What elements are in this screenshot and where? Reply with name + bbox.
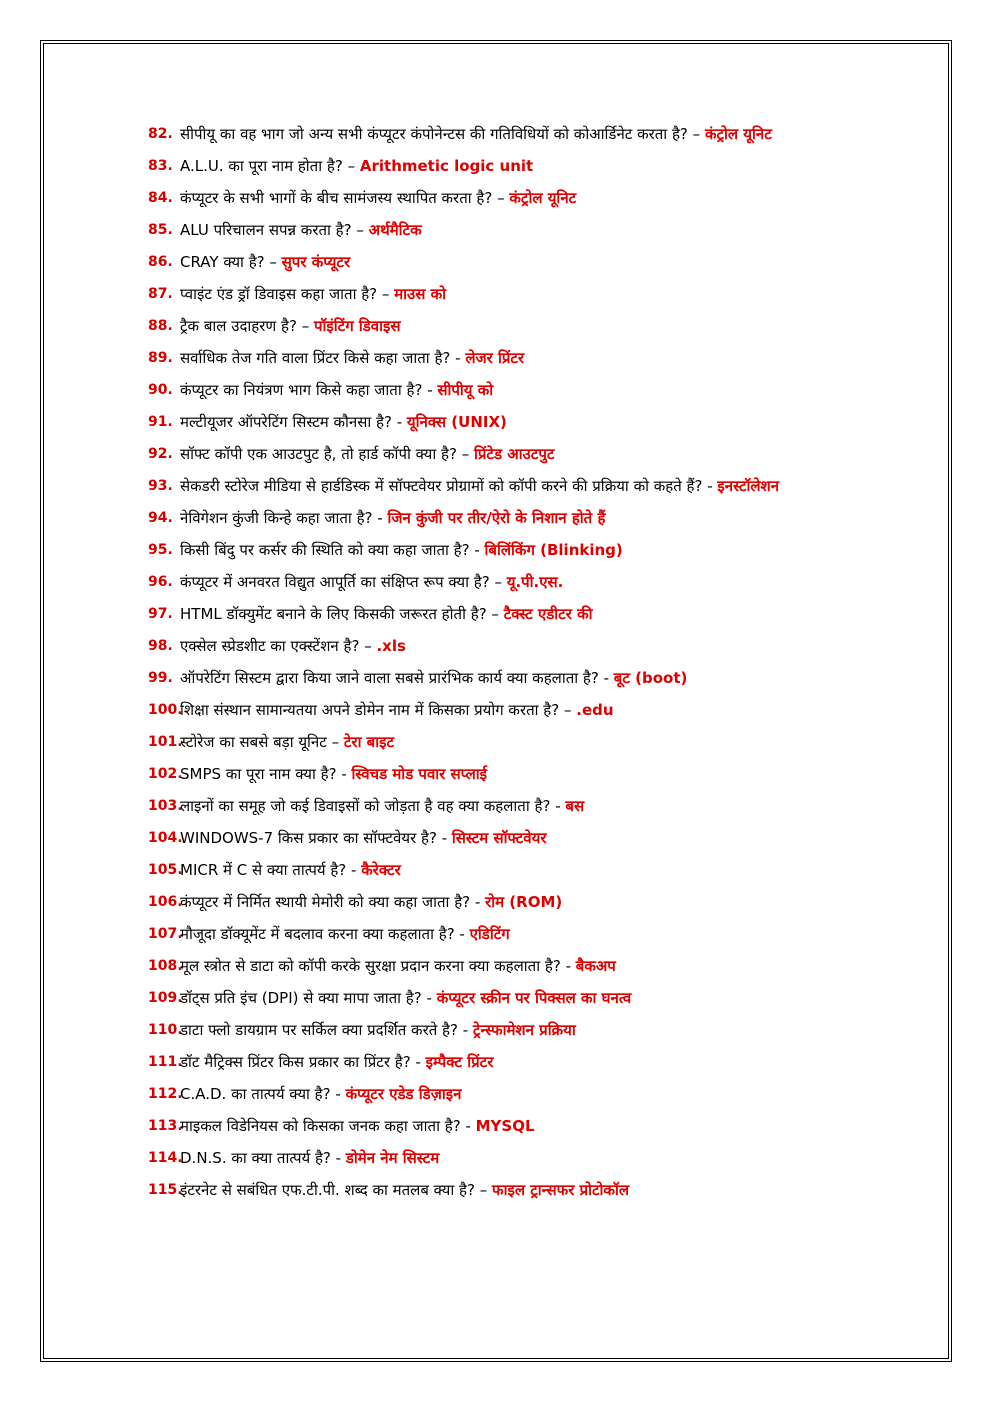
question-text: डाटा फ्लो डायग्राम पर सर्किल क्या प्रदर्शित करते है?: [180, 1021, 458, 1039]
list-item: [148, 182, 888, 214]
item-text: [180, 982, 888, 1014]
item-text: [180, 662, 888, 694]
item-number: 101.: [148, 734, 183, 750]
item-text: [180, 374, 888, 406]
answer-text: .xls: [376, 637, 406, 655]
item-text: [180, 534, 888, 566]
separator: -: [598, 669, 614, 687]
answer-text: बिलिंकिंग (Blinking): [484, 541, 623, 559]
list-item: [148, 694, 888, 726]
list-item: [148, 630, 888, 662]
question-text: सेकडरी स्टोरेज मीडिया से हार्डडिस्क में सॉफ्टवेयर प्रोग्रामों को कॉपी करने की प्रक्रिया को कहते हैं?: [180, 477, 703, 495]
answer-text: इनस्टॉलेशन: [717, 477, 780, 495]
list-item: [148, 246, 888, 278]
list-item: [148, 342, 888, 374]
item-text: [180, 1078, 888, 1110]
item-text: [180, 1174, 888, 1206]
list-item: [148, 534, 888, 566]
answer-text: अर्थमैटिक: [368, 221, 422, 239]
answer-text: जिन कुंजी पर तीर/ऐरो के निशान होते हैं: [387, 509, 606, 527]
item-text: [180, 918, 888, 950]
item-text: [180, 470, 888, 502]
question-text: लाइनों का समूह जो कई डिवाइसों को जोड़ता है वह क्या कहलाता है?: [180, 797, 551, 815]
separator: -: [450, 349, 466, 367]
item-number: 104.: [148, 830, 183, 846]
separator: –: [264, 253, 282, 271]
question-text: कंप्यूटर के सभी भागों के बीच सामंजस्य स्थापित करता है?: [180, 189, 493, 207]
item-number: 83.: [148, 158, 173, 174]
question-text: WINDOWS-7 किस प्रकार का सॉफ्टवेयर है?: [180, 829, 437, 847]
separator: -: [330, 1085, 346, 1103]
separator: –: [342, 157, 360, 175]
item-text: [180, 438, 888, 470]
question-text: MICR में C से क्या तात्पर्य है?: [180, 861, 347, 879]
question-text: डॉट मैट्रिक्स प्रिंटर किस प्रकार का प्रिंटर है?: [180, 1053, 411, 1071]
list-item: [148, 950, 888, 982]
item-number: 91.: [148, 414, 173, 430]
separator: -: [460, 1117, 476, 1135]
question-text: नेविगेशन कुंजी किन्हे कहा जाता है?: [180, 509, 373, 527]
list-item: [148, 854, 888, 886]
question-text: कंप्यूटर में अनवरत विद्युत आपूर्ति का संक्षिप्त रूप क्या है?: [180, 573, 490, 591]
list-item: [148, 982, 888, 1014]
separator: -: [457, 1021, 473, 1039]
item-number: 99.: [148, 670, 173, 686]
answer-text: कंट्रोल यूनिट: [704, 125, 772, 143]
item-number: 90.: [148, 382, 173, 398]
item-number: 82.: [148, 126, 173, 142]
question-text: D.N.S. का क्या तात्पर्य है?: [180, 1149, 331, 1167]
item-number: 86.: [148, 254, 173, 270]
list-item: [148, 886, 888, 918]
list-item: [148, 374, 888, 406]
item-number: 98.: [148, 638, 173, 654]
list-item: [148, 566, 888, 598]
item-number: 113.: [148, 1118, 183, 1134]
list-item: [148, 918, 888, 950]
item-text: [180, 758, 888, 790]
separator: -: [391, 413, 407, 431]
list-item: [148, 470, 888, 502]
separator: –: [351, 221, 369, 239]
item-text: [180, 822, 888, 854]
item-text: [180, 694, 888, 726]
list-item: [148, 726, 888, 758]
separator: -: [422, 381, 438, 399]
list-item: [148, 790, 888, 822]
item-text: [180, 406, 888, 438]
question-text: ट्रैक बाल उदाहरण है?: [180, 317, 297, 335]
question-text: SMPS का पूरा नाम क्या है?: [180, 765, 337, 783]
item-text: [180, 1142, 888, 1174]
list-item: [148, 278, 888, 310]
item-text: [180, 502, 888, 534]
question-text: ऑपरेटिंग सिस्टम द्वारा किया जाने वाला सबसे प्रारंभिक कार्य क्या कहलाता है?: [180, 669, 599, 687]
separator: –: [486, 605, 504, 623]
item-number: 105.: [148, 862, 183, 878]
item-text: [180, 342, 888, 374]
item-text: [180, 886, 888, 918]
question-text: सॉफ्ट कॉपी एक आउटपुट है, तो हार्ड कॉपी क्या है?: [180, 445, 457, 463]
list-item: [148, 118, 888, 150]
separator: -: [560, 957, 576, 975]
answer-text: यू.पी.एस.: [506, 573, 564, 591]
list-item: [148, 1110, 888, 1142]
item-text: [180, 950, 888, 982]
item-number: 89.: [148, 350, 173, 366]
item-number: 84.: [148, 190, 173, 206]
answer-text: इम्पैक्ट प्रिंटर: [425, 1053, 494, 1071]
answer-text: कंप्यूटर एडेड डिज़ाइन: [345, 1085, 462, 1103]
item-number: 112.: [148, 1086, 183, 1102]
question-text: HTML डॉक्युमेंट बनाने के लिए किसकी जरूरत होती है?: [180, 605, 487, 623]
item-text: [180, 118, 888, 150]
separator: -: [336, 765, 352, 783]
question-text: मूल स्त्रोत से डाटा को कॉपी करके सुरक्षा प्रदान करना क्या कहलाता है?: [180, 957, 561, 975]
separator: -: [550, 797, 566, 815]
answer-text: MYSQL: [475, 1117, 535, 1135]
answer-text: Arithmetic logic unit: [359, 157, 534, 175]
item-number: 92.: [148, 446, 173, 462]
item-text: [180, 310, 888, 342]
answer-text: सीपीयू को: [437, 381, 494, 399]
answer-text: रोम (ROM): [485, 893, 563, 911]
question-text: प्वाइंट एंड ड्रॉ डिवाइस कहा जाता है?: [180, 285, 378, 303]
list-item: [148, 1046, 888, 1078]
answer-text: कैरेक्टर: [361, 861, 401, 879]
answer-text: कंप्यूटर स्क्रीन पर पिक्सल का घनत्व: [436, 989, 632, 1007]
separator: -: [469, 541, 485, 559]
list-item: [148, 502, 888, 534]
item-text: [180, 150, 888, 182]
list-item: [148, 150, 888, 182]
item-text: [180, 790, 888, 822]
answer-text: कंट्रोल यूनिट: [509, 189, 577, 207]
answer-text: टेरा बाइट: [343, 733, 395, 751]
item-text: [180, 598, 888, 630]
list-item: [148, 438, 888, 470]
item-number: 111.: [148, 1054, 183, 1070]
question-text: कंप्यूटर में निर्मित स्थायी मेमोरी को क्या कहा जाता है?: [180, 893, 471, 911]
item-number: 115.: [148, 1182, 183, 1198]
question-text: ALU परिचालन सपन्न करता है?: [180, 221, 352, 239]
separator: -: [421, 989, 437, 1007]
answer-text: एडिटिंग: [469, 925, 510, 943]
question-text: एक्सेल स्प्रेडशीट का एक्स्टेंशन है?: [180, 637, 360, 655]
question-text: इंटरनेट से सबंधित एफ.टी.पी. शब्द का मतलब क्या है?: [180, 1181, 475, 1199]
list-item: [148, 406, 888, 438]
separator: -: [346, 861, 362, 879]
question-text: A.L.U. का पूरा नाम होता है?: [180, 157, 343, 175]
list-item: [148, 1174, 888, 1206]
answer-text: यूनिक्स (UNIX): [406, 413, 507, 431]
list-item: [148, 1014, 888, 1046]
item-text: [180, 1110, 888, 1142]
list-item: [148, 1142, 888, 1174]
item-number: 94.: [148, 510, 173, 526]
answer-text: लेजर प्रिंटर: [465, 349, 525, 367]
item-text: [180, 246, 888, 278]
list-item: [148, 310, 888, 342]
separator: -: [372, 509, 388, 527]
separator: –: [326, 733, 344, 751]
question-text: CRAY क्या है?: [180, 253, 265, 271]
item-text: [180, 278, 888, 310]
answer-text: ट्रेन्स्फामेशन प्रक्रिया: [472, 1021, 576, 1039]
list-item: [148, 598, 888, 630]
separator: –: [296, 317, 314, 335]
separator: -: [436, 829, 452, 847]
item-number: 97.: [148, 606, 173, 622]
separator: –: [559, 701, 577, 719]
separator: -: [470, 893, 486, 911]
separator: –: [687, 125, 705, 143]
item-text: [180, 726, 888, 758]
item-number: 109.: [148, 990, 183, 1006]
item-number: 110.: [148, 1022, 183, 1038]
question-text: मौजूदा डॉक्यूमेंट में बदलाव करना क्या कहलाता है?: [180, 925, 455, 943]
item-text: [180, 854, 888, 886]
item-number: 88.: [148, 318, 173, 334]
separator: –: [492, 189, 510, 207]
answer-text: सुपर कंप्यूटर: [281, 253, 351, 271]
item-number: 103.: [148, 798, 183, 814]
list-item: [148, 662, 888, 694]
question-text: सीपीयू का वह भाग जो अन्य सभी कंप्यूटर कंपोनेन्टस की गतिविधियों को कोआर्डिनेट करता है?: [180, 125, 688, 143]
item-text: [180, 182, 888, 214]
list-item: [148, 1078, 888, 1110]
item-number: 102.: [148, 766, 183, 782]
question-text: C.A.D. का तात्पर्य क्या है?: [180, 1085, 331, 1103]
answer-text: बूट (boot): [613, 669, 688, 687]
question-text: शिक्षा संस्थान सामान्यतया अपने डोमेन नाम में किसका प्रयोग करता है?: [180, 701, 560, 719]
item-text: [180, 1014, 888, 1046]
answer-text: माउस को: [394, 285, 447, 303]
separator: –: [456, 445, 474, 463]
answer-text: डोमेन नेम सिस्टम: [345, 1149, 440, 1167]
question-text: सर्वाधिक तेज गति वाला प्रिंटर किसे कहा जाता है?: [180, 349, 451, 367]
item-number: 114.: [148, 1150, 183, 1166]
answer-text: प्रिंटेड आउटपुट: [473, 445, 555, 463]
list-item: [148, 214, 888, 246]
item-text: [180, 214, 888, 246]
item-number: 93.: [148, 478, 173, 494]
separator: –: [377, 285, 395, 303]
answer-text: सिस्टम सॉफ्टवेयर: [451, 829, 547, 847]
item-number: 96.: [148, 574, 173, 590]
item-number: 85.: [148, 222, 173, 238]
item-text: [180, 630, 888, 662]
list-item: [148, 822, 888, 854]
item-number: 87.: [148, 286, 173, 302]
item-number: 106.: [148, 894, 183, 910]
answer-text: फाइल ट्रान्सफर प्रोटोकॉल: [492, 1181, 630, 1199]
answer-text: टैक्स्ट एडीटर की: [503, 605, 593, 623]
separator: –: [489, 573, 507, 591]
item-text: [180, 566, 888, 598]
answer-text: पॉइंटिंग डिवाइस: [314, 317, 401, 335]
answer-text: बैकअप: [575, 957, 616, 975]
answer-text: बस: [565, 797, 585, 815]
item-number: 100.: [148, 702, 183, 718]
answer-text: .edu: [576, 701, 614, 719]
separator: -: [410, 1053, 426, 1071]
separator: -: [702, 477, 718, 495]
separator: -: [330, 1149, 346, 1167]
item-number: 108.: [148, 958, 183, 974]
answer-text: स्विचड मोड पवार सप्लाई: [351, 765, 487, 783]
question-text: डॉट्स प्रति इंच (DPI) से क्या मापा जाता है?: [180, 989, 422, 1007]
question-text: किसी बिंदु पर कर्सर की स्थिति को क्या कहा जाता है?: [180, 541, 470, 559]
separator: -: [454, 925, 470, 943]
question-text: माइकल विडेनियस को किसका जनक कहा जाता है?: [180, 1117, 461, 1135]
question-text: मल्टीयूजर ऑपरेटिंग सिस्टम कौनसा है?: [180, 413, 392, 431]
separator: –: [474, 1181, 493, 1199]
item-text: [180, 1046, 888, 1078]
item-number: 107.: [148, 926, 183, 942]
list-item: [148, 758, 888, 790]
separator: –: [359, 637, 377, 655]
item-number: 95.: [148, 542, 173, 558]
question-answer-list: [148, 118, 888, 1206]
question-text: स्टोरेज का सबसे बड़ा यूनिट: [180, 733, 327, 751]
question-text: कंप्यूटर का नियंत्रण भाग किसे कहा जाता है?: [180, 381, 423, 399]
